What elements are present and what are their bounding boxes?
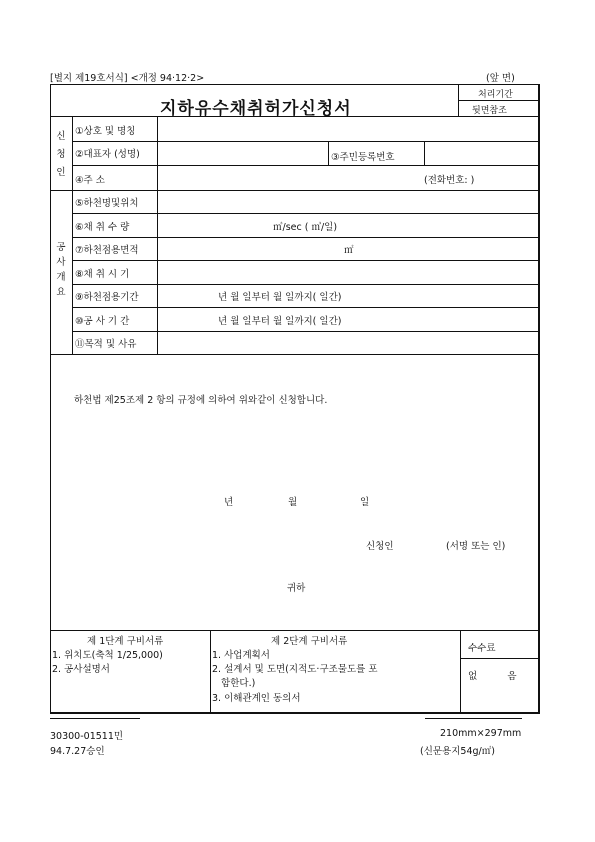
fee-value: 없 음 — [468, 671, 517, 682]
row-line — [72, 237, 540, 238]
work-overview-section-label — [50, 240, 72, 300]
documents-divider-1 — [210, 630, 211, 714]
documents-divider-2 — [460, 630, 461, 714]
occupancy-period-value: 년 월 일부터 월 일까지( 일간) — [218, 292, 342, 303]
stage1-document-item: 2. 공사설명서 — [52, 664, 110, 675]
processing-period-label: 처리기간 — [478, 90, 513, 100]
stage1-document-item: 1. 위치도(축척 1/25,000) — [52, 650, 163, 661]
addressee-label: 귀하 — [287, 583, 306, 594]
row-line — [50, 116, 540, 117]
purpose-label: ⑪목적 및 사유 — [75, 339, 137, 350]
field-label-divider — [157, 116, 158, 354]
resident-id-label: ③주민등록번호 — [331, 152, 395, 163]
phone-number-label: (전화번호: ) — [424, 175, 475, 186]
occupancy-period-label: ⑨하천점용기간 — [75, 292, 139, 303]
section-char: 공 — [56, 242, 66, 253]
intake-quantity-label: ⑥채 취 수 량 — [75, 222, 130, 233]
row-line — [50, 190, 540, 191]
row-line — [72, 307, 540, 308]
section-char: 청 — [56, 149, 66, 160]
stage2-document-item: 2. 설계서 및 도면(지적도·구조물도를 포 — [212, 664, 378, 675]
row-line — [50, 630, 540, 631]
applicant-signature-label: 신청인 — [366, 541, 394, 552]
business-name-label: ①상호 및 명칭 — [75, 126, 136, 137]
id-divider-right — [424, 141, 425, 165]
row-line — [72, 260, 540, 261]
date-year: 년 — [224, 497, 234, 508]
intake-quantity-unit: ㎥/sec ( ㎥/일) — [273, 222, 338, 233]
row-line — [72, 331, 540, 332]
declaration-text: 하천법 제25조제 2 항의 규정에 의하여 위와같이 신청합니다. — [74, 395, 328, 406]
date-month: 월 — [288, 497, 298, 508]
date-day: 일 — [360, 497, 370, 508]
row-line — [50, 354, 540, 355]
construction-period-value: 년 월 일부터 월 일까지( 일간) — [218, 316, 342, 327]
fee-divider — [460, 658, 540, 659]
occupancy-area-label: ⑦하천점용면적 — [75, 245, 139, 256]
stage2-documents-title: 제 2단계 구비서류 — [271, 636, 348, 647]
paper-spec: (신문용지54g/㎡) — [420, 746, 495, 757]
row-line — [72, 141, 540, 142]
construction-period-label: ⑩공 사 기 간 — [75, 316, 130, 327]
paper-size: 210mm×297mm — [440, 728, 522, 739]
footer-rule-right — [425, 718, 522, 719]
stage2-document-item: 1. 사업계획서 — [212, 650, 270, 661]
id-divider-left — [328, 141, 329, 165]
signature-note: (서명 또는 인) — [446, 541, 506, 552]
section-char: 신 — [56, 131, 66, 142]
fee-label: 수수료 — [468, 643, 496, 654]
footer-rule-left — [50, 718, 140, 719]
row-line — [72, 284, 540, 285]
form-reference: [별지 제19호서식] <개정 94·12·2> — [50, 73, 205, 84]
intake-timing-label: ⑧채 취 시 기 — [75, 269, 130, 280]
form-code: 30300-01511민 — [50, 731, 124, 742]
page-side-label: (앞 면) — [486, 73, 515, 84]
stage2-document-item: 함한다.) — [212, 678, 256, 689]
representative-label: ②대표자 (성명) — [75, 149, 140, 160]
stage2-document-item: 3. 이해관계인 동의서 — [212, 693, 301, 704]
section-char: 사 — [56, 257, 66, 268]
processing-period-value: 뒷면참조 — [472, 106, 507, 116]
processing-divider — [458, 100, 540, 101]
row-line — [72, 165, 540, 166]
river-location-label: ⑤하천명및위치 — [75, 198, 139, 209]
row-line — [72, 213, 540, 214]
occupancy-area-unit: ㎡ — [344, 245, 354, 256]
stage1-documents-title: 제 1단계 구비서류 — [87, 636, 164, 647]
applicant-section-label — [50, 128, 72, 182]
section-char: 개 — [56, 272, 66, 283]
section-char: 인 — [56, 167, 66, 178]
section-label-divider — [72, 116, 73, 354]
section-char: 요 — [56, 287, 66, 298]
form-title: 지하유수채취허가신청서 — [160, 99, 352, 119]
approval-date: 94.7.27승인 — [50, 746, 105, 757]
address-label: ④주 소 — [75, 175, 105, 186]
